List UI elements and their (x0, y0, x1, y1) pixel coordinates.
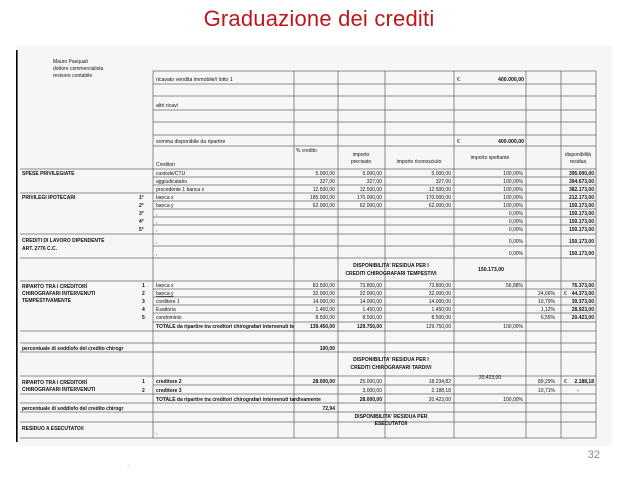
spese-row-2-pct: 100,00% (503, 187, 523, 193)
ipo-row-2-residua: 150.173,00 (568, 211, 594, 217)
ipo-row-2-rank: 3° (139, 211, 144, 217)
lavoro-row-1-pct: 0,00% (508, 251, 523, 257)
ipo-row-4-name: , (156, 227, 158, 233)
temp-row-2-idx: 3 (142, 299, 145, 305)
spese-label: SPESE PRIVILEGIATE (22, 171, 75, 177)
tard-row-0-idx: 1 (142, 379, 145, 385)
col-importo-spettante: importo spettante (470, 155, 510, 161)
lavoro-row-0-pct: 0,00% (508, 239, 523, 245)
temp-row-3-spettante: 1.450,00 (431, 307, 451, 313)
lavoro-row-0-name: , (156, 239, 158, 245)
tempestivi-totale-label: TOTALE da ripartire tra creditori chirografari intervenuti te (156, 324, 295, 330)
temp-row-2-pct: 10,79% (538, 299, 555, 305)
tard-row-0-spettante: 18.234,82 (428, 379, 451, 385)
temp-row-4-idx: 5 (142, 315, 145, 321)
col-importo-riconosciuto: importo riconosciuto (396, 159, 442, 165)
slide-number: 32 (587, 449, 600, 461)
temp-row-0-riconosciuto: 73.800,00 (359, 283, 382, 289)
ipo-row-0-pct: 100,00% (503, 195, 523, 201)
ipo-row-0-rank: 1° (139, 195, 144, 201)
lavoro-label-2: ART. 2776 C.C. (22, 246, 58, 252)
temp-row-1-residua: 44.373,00 (571, 291, 594, 297)
tardivi-label-2: CHIROGRAFARI INTERVENUTI (22, 387, 96, 393)
ricavato-label: ricavato vendita immobile/i lotto 1 (156, 77, 233, 83)
disp-tardivi-label-1: DISPONIBILITA' RESIDUA PER I (353, 357, 429, 363)
tard-row-1-residua: - (577, 388, 579, 394)
temp-row-1-pct: 24,66% (538, 291, 555, 297)
spese-row-0-precisato: 5.000,00 (315, 171, 335, 177)
ipo-row-1-precisato: 62.000,00 (312, 203, 335, 209)
temp-row-1-precisato: 32.000,00 (312, 291, 335, 297)
disp-tempestivi-value: 150.173,00 (478, 267, 504, 273)
tard-row-0-currency: € (564, 379, 567, 385)
temp-row-2-name: creditore 1 (156, 299, 180, 305)
footer-mark: . (127, 459, 130, 468)
spese-row-2-riconosciuto: 12.500,00 (359, 187, 382, 193)
ipo-row-1-rank: 2° (139, 203, 144, 209)
temp-row-0-residua: 76.373,00 (571, 283, 594, 289)
ipo-row-0-spettante: 170.000,00 (425, 195, 451, 201)
somma-currency: € (457, 139, 460, 145)
disp-tempestivi-label-2: CREDITI CHIROGRAFARI TEMPESTIVI (345, 271, 437, 277)
ipo-row-1-riconosciuto: 62.000,00 (359, 203, 382, 209)
temp-row-3-name: Esattoria (156, 307, 176, 313)
spese-row-1-name: aggiudicatario (156, 179, 188, 185)
spese-row-0-name: custode/CTU (156, 171, 186, 177)
tard-row-0-riconosciuto: 25.000,00 (359, 379, 382, 385)
spese-row-1-riconosciuto: 327,00 (366, 179, 382, 185)
col-importo-precisato-2: precisato (350, 159, 372, 165)
disp-residuo-label-1: DISPONIBILITA' RESIDUA PER (354, 414, 428, 420)
spese-row-1-precisato: 327,00 (319, 179, 335, 185)
altri-ricavi-label: altri ricavi (156, 103, 178, 109)
temp-row-4-spettante: 8.500,00 (431, 315, 451, 321)
tard-row-1-idx: 2 (142, 388, 145, 394)
temp-row-1-name: banca y (156, 291, 174, 297)
spese-row-2-name: procedente 1 banca x (156, 187, 205, 193)
tard-row-0-pct: 89,29% (538, 379, 555, 385)
tempestivi-totale-riconosciuto: 129.750,00 (356, 324, 382, 330)
lavoro-label-1: CREDITI DI LAVORO DIPENDENTE (22, 238, 105, 244)
ipo-row-1-residua: 150.173,00 (568, 203, 594, 209)
col-importo-precisato-1: importo (352, 152, 370, 158)
tardivi-totale-label: TOTALE da ripartire tra creditori chirografari intervenuti tardivamente (156, 397, 321, 403)
tard-row-1-spettante: 2.188,18 (431, 388, 451, 394)
temp-row-0-precisato: 83.500,00 (312, 283, 335, 289)
tard-row-0-precisato: 28.000,00 (312, 379, 335, 385)
temp-row-3-riconosciuto: 1.450,00 (362, 307, 382, 313)
col-disponibilita-2: residua (569, 159, 587, 165)
tard-row-0-residua: 2.188,18 (574, 379, 594, 385)
temp-row-4-name: condominio (156, 315, 182, 321)
spese-row-0-spettante: 5.000,00 (431, 171, 451, 177)
tardivi-totale-riconosciuto: 28.000,00 (359, 397, 382, 403)
col-pct-credito: % credito (296, 148, 317, 154)
ipo-row-3-name: , (156, 219, 158, 225)
ipo-row-3-rank: 4° (139, 219, 144, 225)
tempestivi-label-2: CHIROGRAFARI INTERVENUTI (22, 291, 96, 297)
temp-row-3-idx: 4 (142, 307, 145, 313)
tempestivi-soddisfo-label: percentuale di soddisfo del credito chirogr (22, 346, 124, 352)
temp-row-4-precisato: 8.500,00 (315, 315, 335, 321)
header-line2: dottore commercialista (53, 66, 104, 72)
ipo-row-2-pct: 0,00% (508, 211, 523, 217)
somma-label: somma disponibile da ripartire (156, 139, 226, 145)
ipo-row-1-name: banca y (156, 203, 174, 209)
temp-row-2-riconosciuto: 14.000,00 (359, 299, 382, 305)
tard-row-1-name: creditore 3 (156, 388, 182, 394)
lavoro-row-1-name: , (156, 251, 158, 257)
temp-row-0-pct: 56,88% (506, 283, 523, 289)
ipo-row-0-name: banca x (156, 195, 174, 201)
somma-value: 400.000,00 (498, 139, 524, 145)
ipo-row-4-pct: 0,00% (508, 227, 523, 233)
scanned-table (16, 46, 612, 446)
temp-row-4-pct: 6,55% (540, 315, 555, 321)
residuo-row-name: , (156, 430, 158, 436)
spese-row-1-residua: 394.673,00 (568, 179, 594, 185)
tardivi-soddisfo-value: 72,94 (322, 406, 335, 412)
tardivi-totale-pct: 100,00% (503, 397, 523, 403)
ipo-row-0-precisato: 185.000,00 (309, 195, 335, 201)
temp-row-1-spettante: 32.000,00 (428, 291, 451, 297)
ricavato-value: 400.000,00 (498, 77, 524, 83)
ipo-row-3-residua: 150.173,00 (568, 219, 594, 225)
tard-row-0-name: creditore 2 (156, 379, 182, 385)
tempestivi-totale-pct: 100,00% (503, 324, 523, 330)
spese-row-1-pct: 100,00% (503, 179, 523, 185)
disp-tardivi-label-2: CREDITI CHIROGRAFARI TARDIVI (350, 365, 432, 371)
ipo-row-2-name: , (156, 211, 158, 217)
spese-row-2-precisato: 12.500,00 (312, 187, 335, 193)
temp-row-3-pct: 1,12% (540, 307, 555, 313)
spese-row-0-pct: 100,00% (503, 171, 523, 177)
disp-tardivi-value: 20.423,00 (478, 375, 502, 381)
lavoro-row-1-residua: 150.173,00 (568, 251, 594, 257)
ipo-row-4-rank: 5° (139, 227, 144, 233)
temp-row-4-riconosciuto: 8.500,00 (362, 315, 382, 321)
tempestivi-label-3: TEMPESTIVAMENTE (22, 298, 72, 304)
temp-row-2-spettante: 14.000,00 (428, 299, 451, 305)
temp-row-0-spettante: 73.800,00 (428, 283, 451, 289)
ipo-row-3-pct: 0,00% (508, 219, 523, 225)
tempestivi-soddisfo-value: 100,00 (319, 346, 335, 352)
temp-row-3-residua: 28.923,00 (571, 307, 594, 313)
header-line3: revisore contabile (53, 73, 93, 79)
tardivi-soddisfo-label: percentuale di soddisfo del credito chirogr (22, 406, 124, 412)
ipo-row-0-riconosciuto: 170.000,00 (356, 195, 382, 201)
temp-row-0-name: banca x (156, 283, 174, 289)
disp-residuo-label-2: ESECUTATO/I (374, 421, 408, 427)
temp-row-3-precisato: 1.450,00 (315, 307, 335, 313)
residuo-label: RESIDUO A ESECUTATO/I (22, 426, 84, 432)
spese-row-0-residua: 395.000,00 (568, 171, 594, 177)
temp-row-2-precisato: 14.000,00 (312, 299, 335, 305)
ipotecari-label: PRIVILEGI IPOTECARI (22, 195, 76, 201)
spese-row-2-residua: 382.173,00 (568, 187, 594, 193)
col-disponibilita-1: disponibilità (564, 152, 592, 158)
slide-title: Graduazione dei crediti (203, 6, 435, 31)
temp-row-1-idx: 2 (142, 291, 145, 297)
temp-row-2-residua: 30.373,00 (571, 299, 594, 305)
tempestivi-totale-precisato: 139.450,00 (309, 324, 335, 330)
tard-row-1-riconosciuto: 3.000,00 (362, 388, 382, 394)
ipo-row-0-residua: 212.173,00 (568, 195, 594, 201)
ricavato-currency: € (457, 77, 460, 83)
ipo-row-1-spettante: 62.000,00 (428, 203, 451, 209)
spese-row-2-spettante: 12.500,00 (428, 187, 451, 193)
temp-row-1-riconosciuto: 32.000,00 (359, 291, 382, 297)
tardivi-label-1: RIPARTO TRA I CREDITORI (22, 380, 88, 386)
lavoro-row-0-residua: 150.173,00 (568, 239, 594, 245)
temp-row-4-residua: 20.423,00 (571, 315, 594, 321)
temp-row-0-idx: 1 (142, 283, 145, 289)
temp-row-1-currency: € (564, 291, 567, 297)
ipo-row-4-residua: 150.173,00 (568, 227, 594, 233)
tard-row-1-pct: 10,71% (538, 388, 555, 394)
spese-row-1-spettante: 327,00 (435, 179, 451, 185)
col-creditori: Creditori (156, 162, 175, 168)
tempestivi-totale-spettante: 129.750,00 (425, 324, 451, 330)
ipo-row-1-pct: 100,00% (503, 203, 523, 209)
disp-tempestivi-label-1: DISPONIBILITA' RESIDUA PER I (353, 263, 429, 269)
tempestivi-label-1: RIPARTO TRA I CREDITORI (22, 284, 88, 290)
spese-row-0-riconosciuto: 5.000,00 (362, 171, 382, 177)
tardivi-totale-spettante: 20.423,00 (428, 397, 451, 403)
header-name: Mauro Pasquali (53, 59, 88, 65)
